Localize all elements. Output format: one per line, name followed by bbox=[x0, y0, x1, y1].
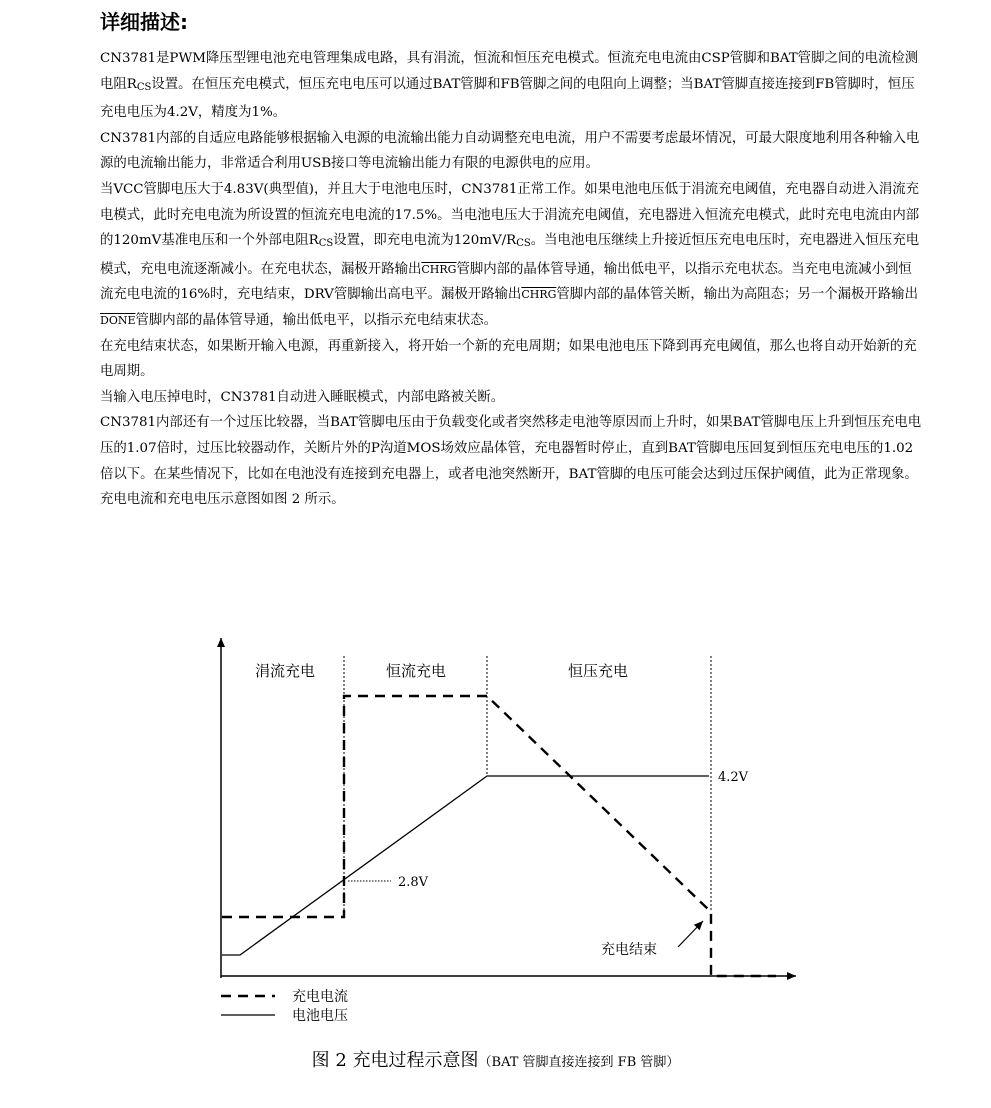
phase-label-trickle: 涓流充电 bbox=[254, 662, 316, 680]
figure-caption: 图 2 充电过程示意图（BAT 管脚直接连接到 FB 管脚） bbox=[311, 1050, 680, 1071]
chrg-pin-label: CHRG bbox=[421, 262, 457, 276]
paragraph-2: CN3781内部的自适应电路能够根据输入电源的电流输出能力自动调整充电电流，用户不需要考虑最坏情况，可最大限度地利用各种输入电源的电流输出能力，非常适合利用USB接口等电流输出能力有限的电源供电的应用。 bbox=[100, 130, 920, 172]
done-pin-label: DONE bbox=[100, 313, 136, 327]
paragraph-6: CN3781内部还有一个过压比较器，当BAT管脚电压由于负载变化或者突然移走电池等原因而上升时，如果BAT管脚电压上升到恒压充电电压的1.07倍时，过压比较器动作，关断片外的P沟道MOS场效应晶体管，充电器暂时停止，直到BAT管脚电压回复到恒压充电电压的1.02倍以下。在某些情况下，比如在电池没有连接到充电器上，或者电池突然断开，BAT管脚的电压可能会达到过压保护阈值，此为正常现象。 bbox=[100, 415, 922, 482]
charging-process-diagram bbox=[0, 630, 991, 1040]
description-body bbox=[100, 46, 922, 513]
label-charge-end: 充电结束 bbox=[601, 942, 657, 958]
section-heading: 详细描述: bbox=[100, 10, 188, 34]
legend-voltage-label: 电池电压 bbox=[292, 1008, 348, 1024]
paragraph-7: 充电电流和充电电压示意图如图 2 所示。 bbox=[100, 492, 345, 508]
paragraph-1: CN3781是PWM降压型锂电池充电管理集成电路，具有涓流，恒流和恒压充电模式。恒流充电电流由CSP管脚和BAT管脚之间的电流检测电阻$R_{CS}$设置。在恒压充电模式，恒压充电电压可以通过BAT管脚和FB管脚之间的电阻向上调整；当BAT管脚直接连接到FB管脚时，恒压充电电压为4.2V，精度为1%。 bbox=[100, 51, 919, 121]
paragraph-5: 当输入电压掉电时，CN3781自动进入睡眠模式，内部电路被关断。 bbox=[100, 389, 505, 405]
phase-label-cc: 恒流充电 bbox=[385, 662, 447, 680]
legend-current-label: 充电电流 bbox=[292, 989, 348, 1005]
chrg-pin-label: CHRG bbox=[521, 288, 557, 302]
charging-current-line bbox=[222, 696, 776, 976]
phase-label-cv: 恒压充电 bbox=[567, 662, 629, 680]
charge-end-arrow bbox=[678, 921, 703, 947]
paragraph-4: 在充电结束状态，如果断开输入电源，再重新接入，将开始一个新的充电周期；如果电池电压下降到再充电阈值，那么也将自动开始新的充电周期。 bbox=[100, 338, 917, 380]
battery-voltage-line bbox=[222, 776, 709, 955]
label-2-8v: 2.8V bbox=[398, 875, 429, 890]
label-4-2v: 4.2V bbox=[718, 770, 749, 785]
paragraph-3: 当VCC管脚电压大于4.83V(典型值)，并且大于电池电压时，CN3781正常工作。如果电池电压低于涓流充电阈值，充电器自动进入涓流充电模式，此时充电电流为所设置的恒流充电电流的17.5%。当电池电压大于涓流充电阈值，充电器进入恒流充电模式，此时充电电流由内部的120mV基准电压和一个外部电阻$R_{CS}$设置，即充电电流为$120mV/R_{CS}$。当电池电压继续上升接近恒压充电电压时，充电器进入恒压充电模式，充电电流逐渐减小。在充电状态，漏极开路输出CHRG管脚内部的晶体管导通，输出低电平，以指示充电状态。当充电电流减小到恒流充电电流的16%时，充电结束，DRV管脚输出高电平。漏极开路输出CHRG管脚内部的晶体管关断，输出为高阻态；另一个漏极开路输出DONE管脚内部的晶体管导通，输出低电平，以指示充电结束状态。 bbox=[100, 181, 920, 328]
